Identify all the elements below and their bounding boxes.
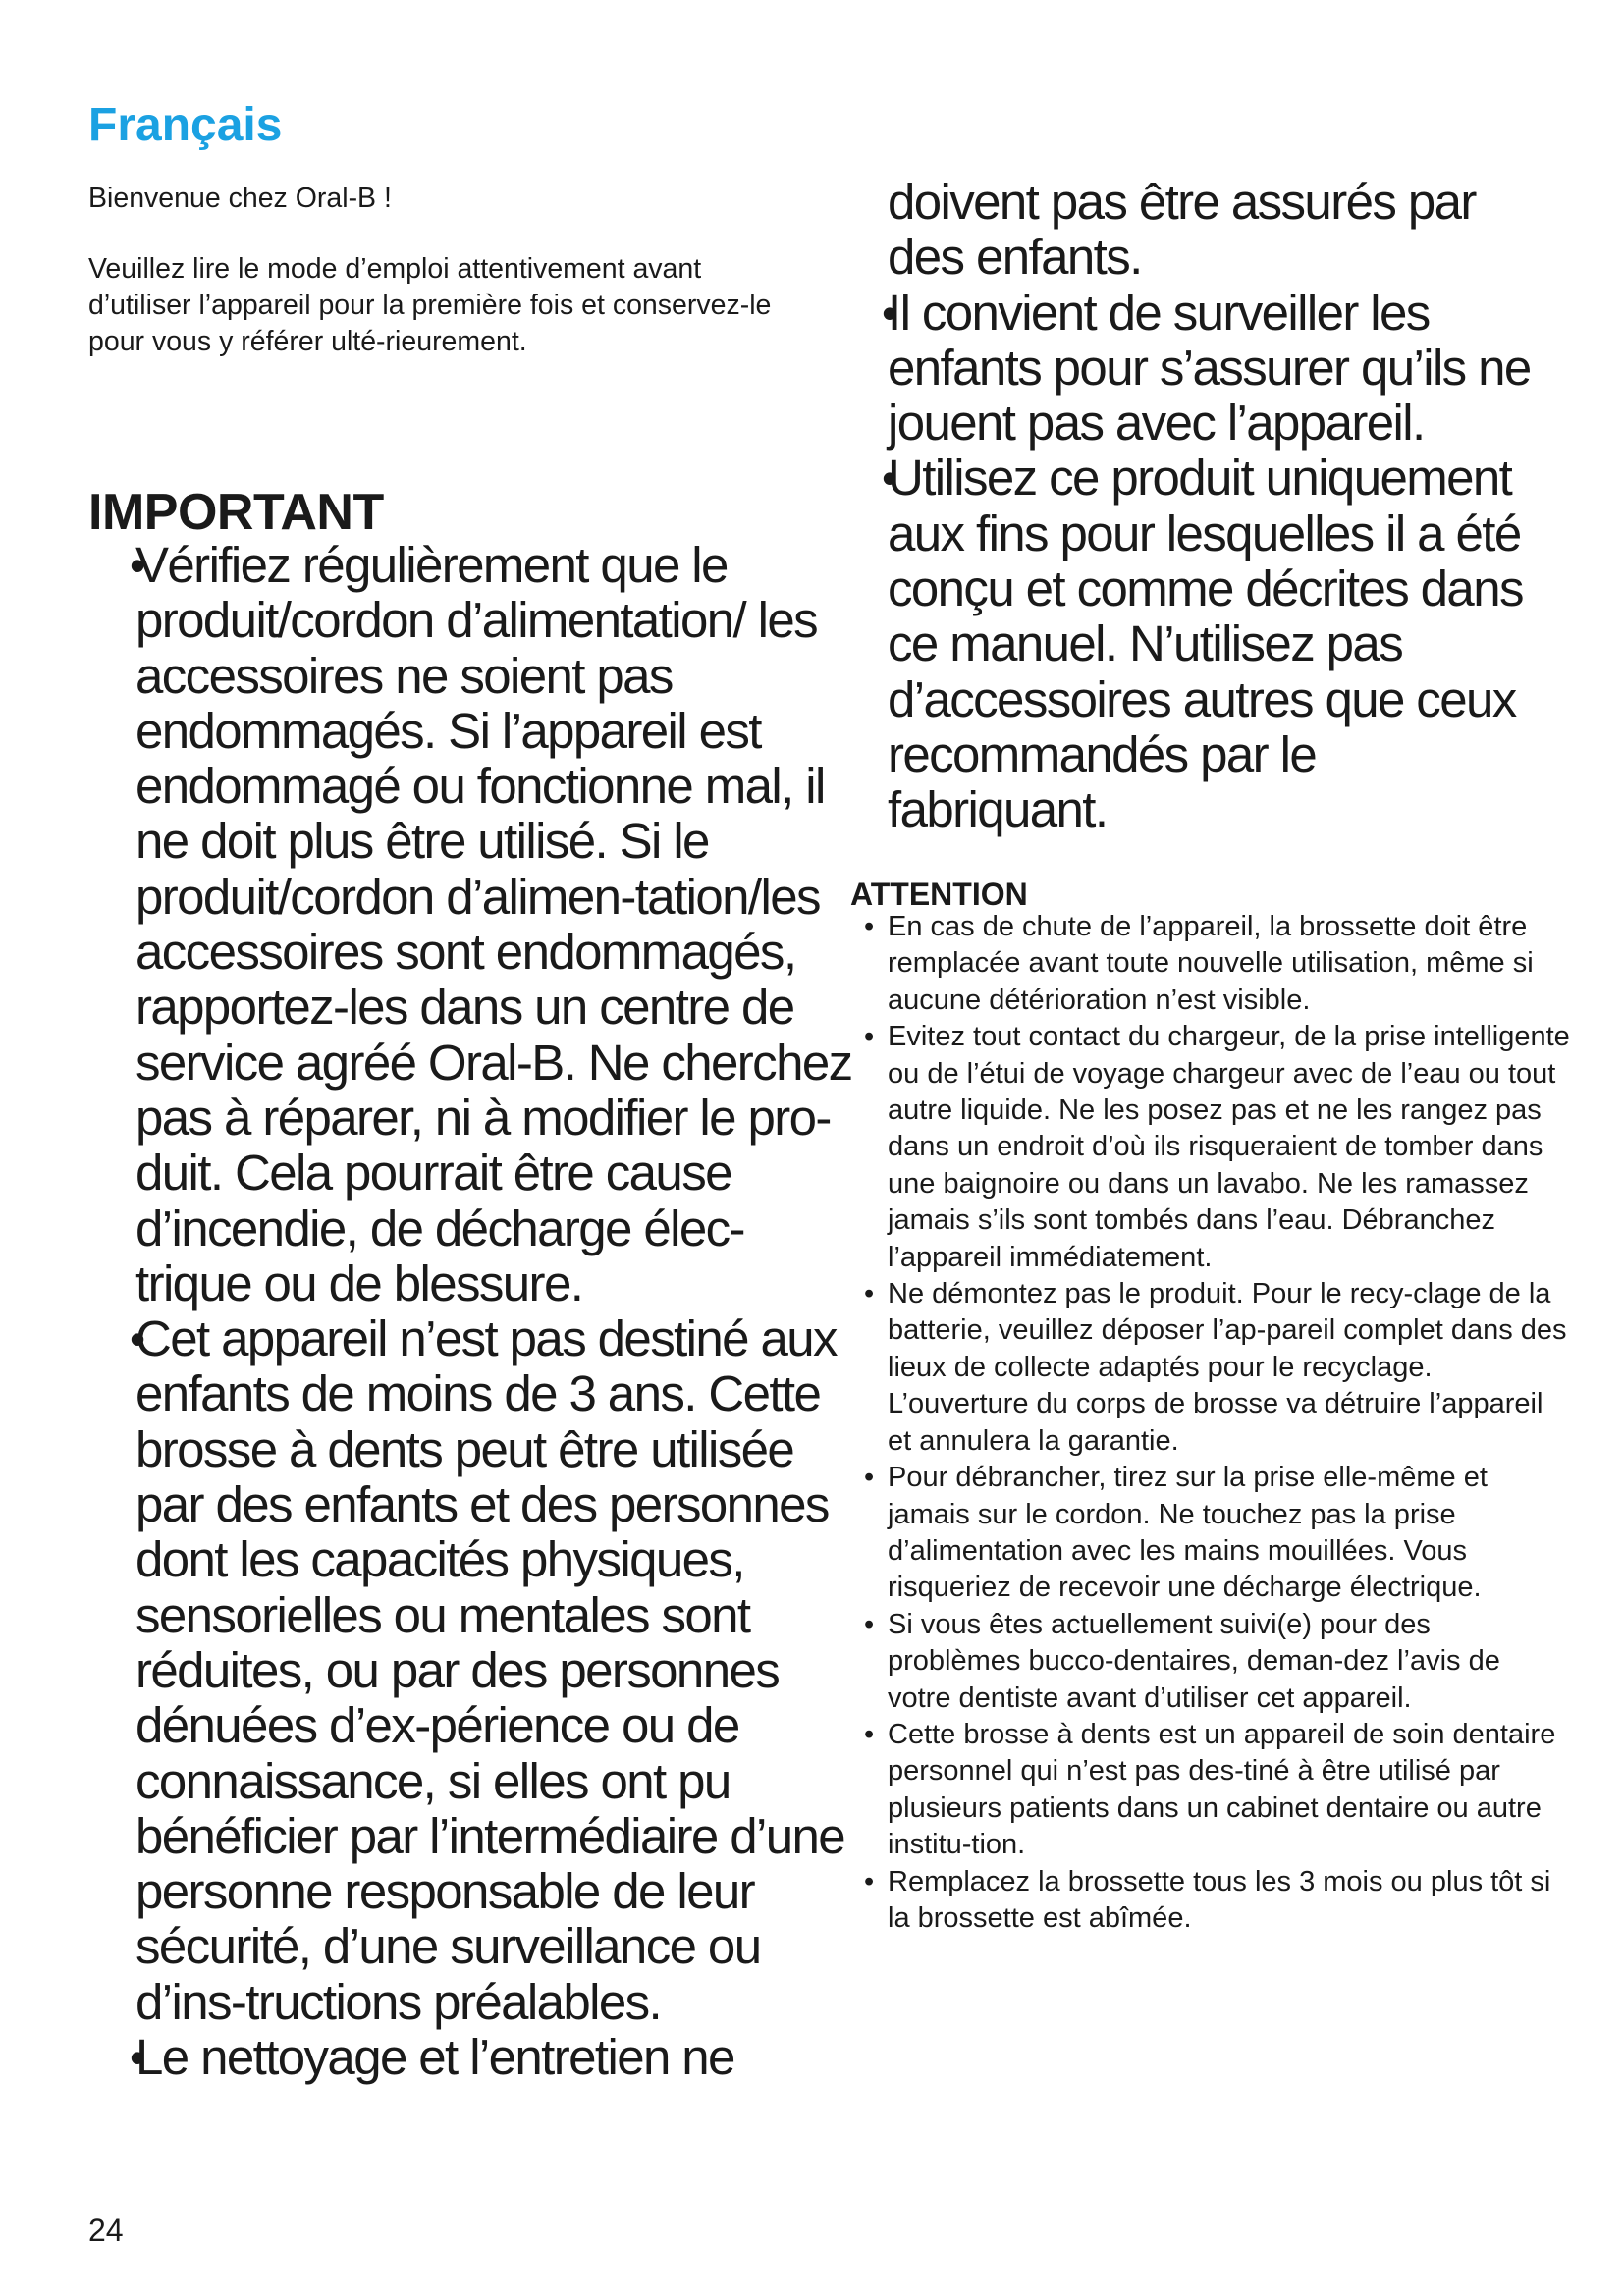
attention-item-dentist: • Si vous êtes actuellement suivi(e) pour des problèmes bucco-dentaires, deman-dez l’avis de votre dentiste avant d’utiliser cet appareil. bbox=[864, 1607, 1571, 1717]
attention-item-personal-use: • Cette brosse à dents est un appareil de soin dentaire personnel qui n’est pas des-tiné à être utilisé par plusieurs patients dans un cabinet dentaire ou autre institu-tion. bbox=[864, 1717, 1571, 1864]
important-item-intended-use: • Utilisez ce produit uniquement aux fins pour lesquelles il a été conçu et comme décrites dans ce manuel. N’utilisez pas d’accessoires autres que ceux recommandés par le fabriquant. bbox=[840, 451, 1547, 837]
important-heading: IMPORTANT bbox=[88, 484, 384, 541]
important-item-damage-check: • Vérifiez régulièrement que le produit/cordon d’alimentation/ les accessoires ne soient pas endommagés. Si l’appareil est endommagé ou fonctionne mal, il ne doit plus être utilisé. Si le produit/cordon d’alimen-tation/les accessoires sont endommagés, rapportez-les dans un centre de service agréé Oral-B. Ne cherchez pas à réparer, ni à modifier le pro-duit. Cela pourrait être cause d’incendie, de décharge élec-trique ou de blessure. bbox=[88, 538, 854, 1311]
important-list-right bbox=[840, 175, 1547, 838]
important-item-children-usage: • Cet appareil n’est pas destiné aux enfants de moins de 3 ans. Cette brosse à dents peut être utilisée par des enfants et des personnes dont les capacités physiques, sensorielles ou mentales sont réduites, ou par des personnes dénuées d’ex-périence ou de connaissance, si elles ont pu bénéficier par l’intermédiaire d’une personne responsable de leur sécurité, d’une surveillance ou d’ins-tructions préalables. bbox=[88, 1311, 854, 2030]
important-item-cleaning-continued: doivent pas être assurés par des enfants. bbox=[888, 174, 1476, 286]
welcome-text: Bienvenue chez Oral-B ! bbox=[88, 183, 392, 214]
attention-heading: ATTENTION bbox=[850, 877, 1028, 912]
attention-item-replace-brush: • Remplacez la brossette tous les 3 mois ou plus tôt si la brossette est abîmée. bbox=[864, 1864, 1571, 1938]
attention-item-water: • Evitez tout contact du chargeur, de la prise intelligente ou de l’étui de voyage chargeur avec de l’eau ou tout autre liquide. Ne les posez pas et ne les rangez pas dans un endroit d’où ils risqueraient de tomber dans une baignoire ou dans un lavabo. Ne les ramassez jamais s’ils sont tombés dans l’eau. Débranchez l’appareil immédiatement. bbox=[864, 1019, 1571, 1276]
attention-list bbox=[864, 909, 1571, 1937]
page-number: 24 bbox=[88, 2213, 124, 2248]
attention-item-unplug: • Pour débrancher, tirez sur la prise elle-même et jamais sur le cordon. Ne touchez pas la prise d’alimentation avec les mains mouillées. Vous risqueriez de recevoir une décharge électrique. bbox=[864, 1460, 1571, 1607]
attention-item-drop: • En cas de chute de l’appareil, la brossette doit être remplacée avant toute nouvelle utilisation, même si aucune détérioration n’est visible. bbox=[864, 909, 1571, 1019]
important-item-supervise-children: • Il convient de surveiller les enfants pour s’assurer qu’ils ne jouent pas avec l’appareil. bbox=[840, 286, 1547, 452]
intro-text: Veuillez lire le mode d’emploi attentivement avant d’utiliser l’appareil pour la première fois et conservez-le pour vous y référer ulté-rieurement. bbox=[88, 253, 772, 357]
important-list-left bbox=[88, 538, 854, 2085]
attention-item-recycling: • Ne démontez pas le produit. Pour le recy-clage de la batterie, veuillez déposer l’ap-pareil complet dans des lieux de collecte adaptés pour le recyclage. L’ouverture du corps de brosse va détruire l’appareil et annulera la garantie. bbox=[864, 1276, 1571, 1460]
page-title: Français bbox=[88, 99, 283, 151]
important-item-cleaning: • Le nettoyage et l’entretien ne bbox=[88, 2030, 854, 2085]
